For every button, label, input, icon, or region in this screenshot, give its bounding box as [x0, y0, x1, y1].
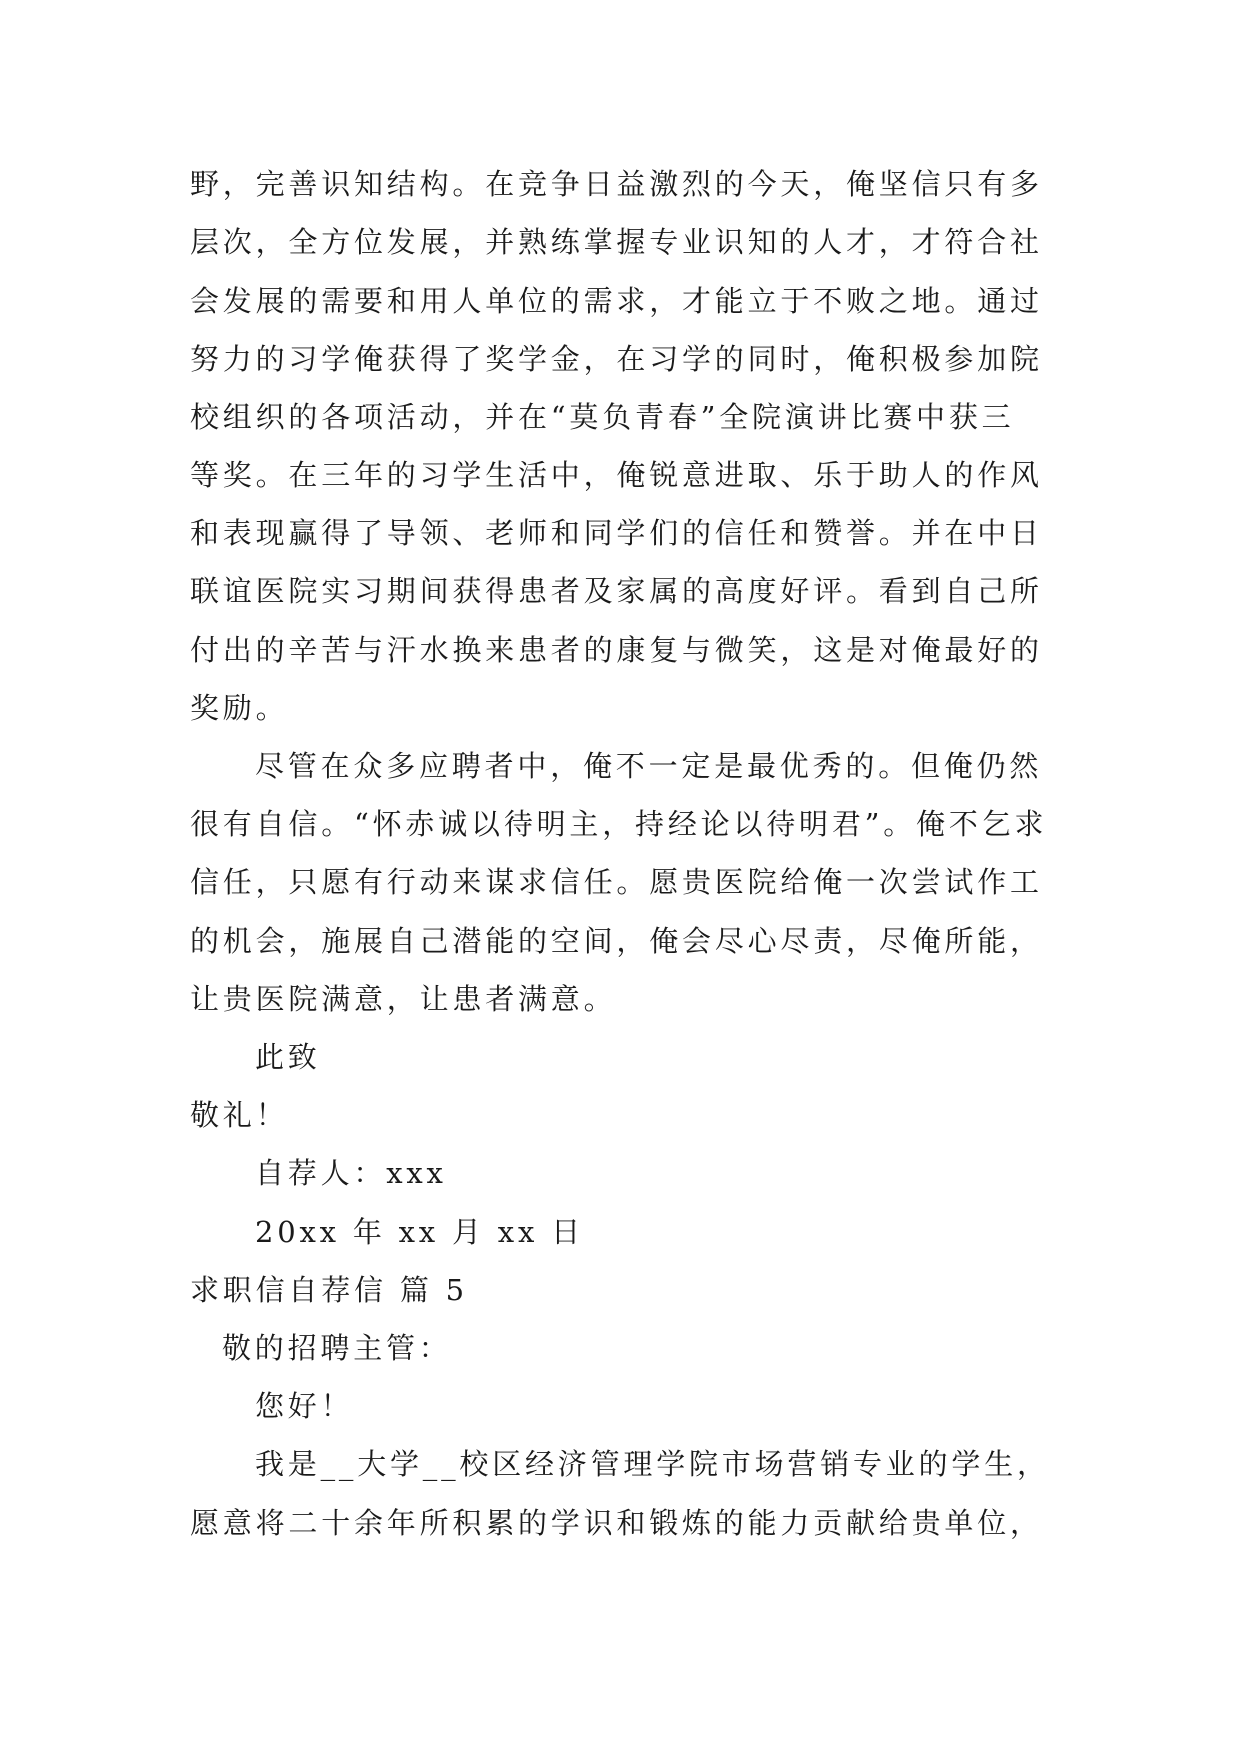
- paragraph-line: 校组织的各项活动，并在“莫负青春”全院演讲比赛中获三: [190, 400, 1015, 434]
- paragraph-line: 很有自信。“怀赤诚以待明主，持经论以待明君”。俺不乞求: [190, 807, 1048, 841]
- paragraph-line: 付出的辛苦与汗水换来患者的康复与微笑，这是对俺最好的: [190, 633, 1043, 667]
- paragraph-line: 信任，只愿有行动来谋求信任。愿贵医院给俺一次尝试作工: [190, 865, 1043, 899]
- paragraph-line: 和表现赢得了导领、老师和同学们的信任和赞誉。并在中日: [190, 516, 1043, 550]
- paragraph-line: 层次，全方位发展，并熟练掌握专业识知的人才，才符合社: [190, 225, 1043, 259]
- closing-regards: 敬礼！: [190, 1098, 289, 1132]
- section-heading: 求职信自荐信 篇 5: [190, 1273, 468, 1307]
- paragraph-line: 愿意将二十余年所积累的学识和锻炼的能力贡献给贵单位，: [190, 1506, 1043, 1540]
- paragraph-line: 努力的习学俺获得了奖学金，在习学的同时，俺积极参加院: [190, 342, 1043, 376]
- greeting-recipient: 敬的招聘主管：: [222, 1331, 452, 1365]
- signature-name: 自荐人：xxx: [255, 1156, 447, 1190]
- paragraph-line: 等奖。在三年的习学生活中，俺锐意进取、乐于助人的作风: [190, 458, 1043, 492]
- paragraph-line: 野，完善识知结构。在竞争日益激烈的今天，俺坚信只有多: [190, 167, 1043, 201]
- paragraph-line: 联谊医院实习期间获得患者及家属的高度好评。看到自己所: [190, 574, 1043, 608]
- paragraph-line: 的机会，施展自己潜能的空间，俺会尽心尽责，尽俺所能，: [190, 924, 1043, 958]
- paragraph-line: 我是__大学__校区经济管理学院市场营销专业的学生，: [255, 1447, 1050, 1481]
- paragraph-line: 尽管在众多应聘者中，俺不一定是最优秀的。但俺仍然: [255, 749, 1043, 783]
- paragraph-line: 会发展的需要和用人单位的需求，才能立于不败之地。通过: [190, 284, 1043, 318]
- signature-date: 20xx 年 xx 月 xx 日: [255, 1215, 584, 1249]
- paragraph-line: 奖励。: [190, 691, 289, 725]
- closing-salutation: 此致: [255, 1040, 321, 1074]
- paragraph-line: 让贵医院满意，让患者满意。: [190, 982, 617, 1016]
- greeting: 您好！: [255, 1389, 354, 1423]
